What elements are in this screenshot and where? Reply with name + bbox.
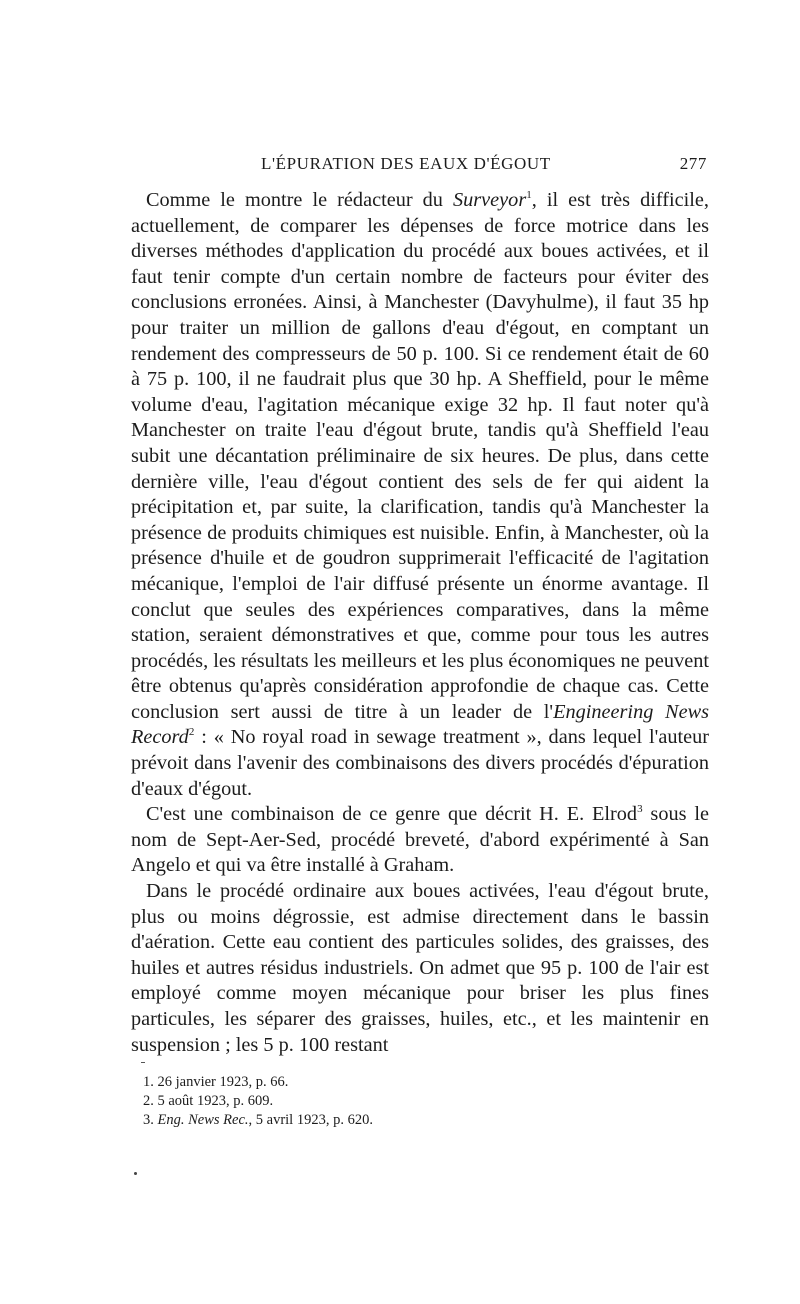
- paragraph-2: [131, 802, 709, 879]
- paragraph-1-text-c: : « No royal road in sewage treatment », dans lequel l'auteur prévoit dans l'avenir des combinaisons des divers procédés d'épuration d'eaux d'égout.: [131, 726, 709, 800]
- footnote-3-source: Eng. News Rec.: [157, 1112, 249, 1129]
- paragraph-1-text-a: Comme le montre le rédacteur du: [146, 189, 453, 211]
- paragraph-1: [131, 188, 709, 802]
- body-text: [131, 188, 709, 1058]
- paragraph-1-text-b: , il est très difficile, actuellement, de comparer les dépenses de force motrice dans les diverses méthodes d'application du procédé aux boues activées, et il faut tenir compte d'un certain nombre de facteurs pour éviter des conclusions erronées. Ainsi, à Manchester (Davyhulme), il faut 35 hp pour traiter un million de gallons d'eau d'égout, en comptant un rendement des compresseurs de 50 p. 100. Si ce rendement était de 60 à 75 p. 100, il ne faudrait plus que 30 hp. A Sheffield, pour le même volume d'eau, l'agitation mécanique exige 32 hp. Il faut noter qu'à Manchester on traite l'eau d'égout brute, tandis qu'à Sheffield l'eau subit une décantation préliminaire de six heures. De plus, dans cette dernière ville, l'eau d'égout contient des sels de fer qui aident la précipitation et, par suite, la clarification, tandis qu'à Manchester la présence de produits chimiques est nuisible. Enfin, à Manchester, où la présence d'huile et de goudron supprimerait l'efficacité de l'agitation mécanique, l'emploi de l'air diffusé présente un énorme avantage. Il conclut que seules des expériences comparatives, dans la même station, seraient démonstratives et que, comme pour tous les autres procédés, les résultats les meilleurs et les plus économiques ne peuvent être obtenus qu'après considération approfondie de chaque cas. Cette conclusion sert aussi de titre à un leader de l': [131, 189, 709, 723]
- paragraph-2-text-a: C'est une combinaison de ce genre que décrit H. E. Elrod: [146, 803, 638, 826]
- footnote-ref-3: 3: [637, 803, 643, 816]
- running-head: [131, 150, 709, 174]
- footnote-separator: [141, 1062, 145, 1063]
- footnotes: [143, 1073, 709, 1130]
- book-page: [131, 150, 709, 1130]
- print-speck: [134, 1172, 137, 1175]
- page-number: 277: [679, 154, 707, 173]
- running-title: L'ÉPURATION DES EAUX D'ÉGOUT: [261, 154, 551, 173]
- paragraph-2-text-b: sous le nom de Sept-Aer-Sed, procédé breveté, d'abord expérimenté à San Angelo et qui va être installé à Graham.: [131, 803, 709, 877]
- footnote-ref-2: 2: [188, 726, 195, 739]
- surveyor-title: Surveyor: [453, 189, 527, 211]
- footnote-3-number: 3.: [143, 1112, 158, 1129]
- paragraph-3: Dans le procédé ordinaire aux boues activées, l'eau d'égout brute, plus ou moins dégrossie, est admise directement dans le bassin d'aération. Cette eau contient des particules solides, des graisses, des huiles et autres résidus industriels. On admet que 95 p. 100 de l'air est employé comme moyen mécanique pour briser les plus fines particules, les séparer des graisses, huiles, etc., et les maintenir en suspension ; les 5 p. 100 restant: [131, 880, 709, 1056]
- footnote-3: [143, 1111, 709, 1130]
- footnote-2: 2. 5 août 1923, p. 609.: [143, 1093, 274, 1110]
- footnote-1: 1. 26 janvier 1923, p. 66.: [143, 1074, 289, 1091]
- engineering-news-record-title: Engineering News Record: [131, 700, 710, 749]
- footnote-ref-1: 1: [526, 189, 532, 201]
- footnote-3-rest: , 5 avril 1923, p. 620.: [248, 1112, 373, 1129]
